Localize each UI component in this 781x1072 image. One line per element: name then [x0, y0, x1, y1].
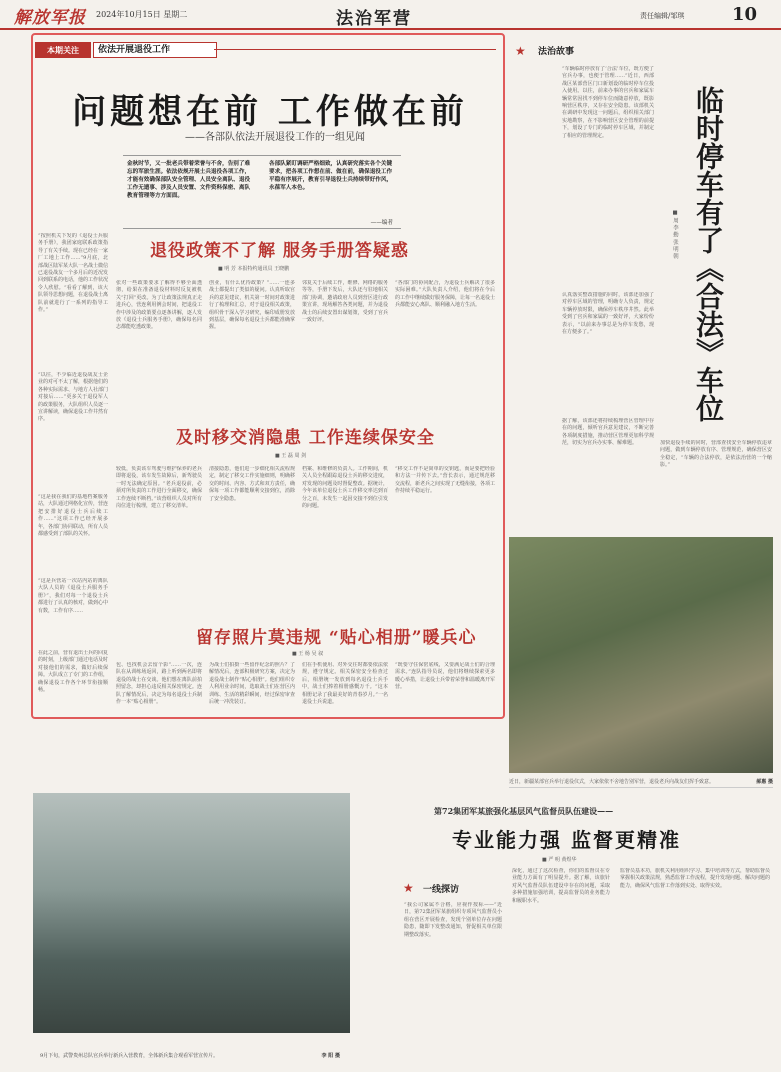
frontline-star-icon: ★: [403, 881, 414, 895]
section-title: 法治军营: [336, 9, 412, 29]
article-2-col-4: “移交工作不是简单的交钥匙，而是要把经验和方法一并传下去。”营长表示，通过规范移交流程，新老兵之间实现了无缝衔接，各项工作持续平稳运行。: [395, 466, 495, 495]
photo-caption-text: 近日，新疆某部官兵举行退役仪式，大家依依不舍地告别军营，退役老兵向战友们挥手致意。: [509, 779, 715, 785]
bottom-title: 专业能力强 监督更精准: [452, 828, 681, 852]
feature-title: 问题想在前 工作做在前: [72, 92, 468, 132]
story-star-icon: ★: [515, 44, 526, 58]
frontline-label: 一线探访: [423, 885, 460, 895]
bottom-byline: ■ 严 明 黄煜华: [542, 857, 577, 863]
article-3-col-4: “既要守住保密底线，又要满足战士们的合理需求。”连队指导员说，他们将继续探索更多暖心举措，让退役士兵带着荣誉和温暖离开军营。: [395, 662, 495, 691]
article-3-col-3: 们在手机使用、对外交往时都要依法依规，遵守规定。相关保密安全检查过后，相册统一发放到每名退役士兵手中，战士们捧着相册感慨万千。“这本相册记录了我最美好的青春岁月。”一名退役士兵说道。: [302, 662, 388, 706]
story-text-top: “车辆临时停放有了‘合法’车位，既方便了官兵办事，也便于管理……”近日，西部战区某部营区门口新划设的临时停车位投入使用。以往，前来办事的官兵和家属车辆常常因找不到停车位而随意停放，既影响营区秩序，又存在安全隐患。该部机关在调研中发现这一问题后，组织相关部门实地勘察，在不影响营区安全管理的前提下，划设了专门的临时停车区域，并制定了相应的管理规定。: [562, 66, 654, 139]
editor-note-sign: ——编者: [370, 220, 393, 226]
article-1-headline: 退役政策不了解 服务手册答疑惑: [150, 241, 409, 261]
editor-credit: 责任编辑/邹琪: [640, 12, 685, 20]
trumpet-photo: [33, 793, 350, 1033]
article-2-col-3: 档案、和维修的负责人。工作期间，机关人员全程跟踪退役士兵的移交进度，对发现的问题及时督促整改。据统计，今年该单位退役士兵工作移交率达到百分之百，未发生一起因交接不到位引发的问题。: [302, 466, 388, 510]
bottom-col-1: “我公司家属不合格，应视作按标——”近日，第72集团军某旅组织专项风气监督员小组在营区开展检查，发现个别单位存在问题隐患，随即下发整改通知，督促相关单位限期整改落实。: [404, 902, 502, 938]
soldiers-photo: [509, 537, 773, 773]
article-2-headline: 及时移交消隐患 工作连续保安全: [176, 428, 435, 448]
feature-tag-title: 依法开展退役工作: [93, 42, 217, 58]
issue-date: 2024年10月15日 星期二: [96, 10, 188, 19]
section-divider: [509, 787, 773, 788]
intro-text: “按照机关下发的《退役士兵服务手册》，我团家庭联系政策指导了有关手续。现在已经在一家厂工地上工作……”9月底，北部战区陆军某大队一名战士微信已退役战友一个多月后的近况发回到联系的电话，他的工作状况令人欣慰。“看看了解到，该大队领导思想问题，在退役战士离队前就进行了一系列的指导工作。”: [38, 233, 108, 314]
tag-rule: [214, 49, 496, 50]
editor-note: [123, 155, 401, 229]
intro-text-2: “以往，不少临近退役战友士企业的对可不太了解，根据他们的各种实际需求、与地方人社部门对接后……”更多关于退役军人的政策服务，大队组织人员逐一宣讲解读，确保退役工作井然有序。: [38, 372, 108, 423]
article-1-byline: ■ 明 芳 本报特约通讯员 王晓鹏: [218, 266, 290, 272]
story-label: 法治故事: [538, 47, 575, 57]
bottom-col-3: 监督员基本功，旅机关利用组织学习、集中培训等方式，帮助监督员掌握相关政策法规，熟悉监督工作流程，提升发现问题、解决问题的能力，确保风气监督工作落到实处、取得实效。: [620, 868, 770, 889]
feature-subtitle: ——各部队依法开展退役工作的一组见闻: [185, 132, 365, 143]
article-3-col-1: 包、也找机会去留个影”……一次，连队在从训练场返回，路上听到两名即将退役的战士在交谈。他们想在离队前拍照留念，却担心违反相关保密规定。连队了解情况后，决定为每名退役士兵制作一本“贴心相册”。: [116, 662, 202, 706]
editor-note-left: 金秋时节，又一批老兵带着荣誉与不舍，告别了难忘的军旅生涯。依法依规开展士兵退役各项工作，才能有效确保部队安全管理、人员安全离队、退役工作无遗事、涉及人员安置、文件资料保密、离队教育管理等方方面面。: [127, 161, 251, 199]
story-title: 临时停车有了《合法》车位: [692, 86, 725, 422]
photo-caption: [509, 778, 773, 785]
article-1-col-2: 创业，有什么优待政策？”……一连多战士都提出了类似的疑问。认真听取官兵的意见建议，机关第一时间对政策进行了梳理和汇总，对于退役相关政策，组织骨干深入学习研究，编印成册发放到基层，确保每名退役士兵都能准确掌握。: [209, 280, 295, 331]
article-2-byline: ■ 王 磊 周 剑: [275, 453, 307, 459]
story-text-bottom: 加快退役手续的同时，营部查找安全车辆停放违章问题，做到车辆停放有序、管理规范，确保营区安全稳定，“车辆的合法停放，是依法治营的一个缩影。”: [660, 440, 772, 469]
intro-text-4: “这是兵营站一次站内站的离队大队人员的《退役士兵服务手册》”，我们对每一个退役士兵都进行了认真的核对，做到心中有数，工作有序……: [38, 578, 108, 614]
story-byline: ■ 周 李 勤 张 明 朝: [672, 210, 678, 259]
editor-note-right: 各部队紧盯调研严格细致，认真研究落实各个关键要求，把各项工作想在前、做在前，确保退役工作平稳有序展开，教育引导退役士兵持续带好作风，永葆军人本色。: [269, 161, 393, 191]
photo2-caption-text: 9月下旬，武警贵州总队官兵举行新兵入营教育，全体新兵集合观看军营宣传片。: [40, 1053, 219, 1059]
story-text-mid: 认真落实整改措施的同时，该部还加强了对停车区域的管理，明确专人负责，规定车辆停放时限，确保停车秩序井然。此举受到了官兵和家属的一致好评，大家纷纷表示，“以前来办事总是为停车发愁，现在方便多了。”: [562, 292, 654, 336]
story-text-low: 据了解，该部还将持续梳理营区管理中存在的问题，倾听官兵意见建议，不断完善各项制度措施，推动营区管理更加科学规范，切实为官兵办实事、解难题。: [562, 418, 654, 447]
photo2-credit: 李 阳 摄: [321, 1053, 340, 1059]
article-3-col-2: 为战士们拍摄一些留作纪念的照片？了解情况后，连部积极研究方案，决定为退役战士制作“贴心相册”。他们组织专人利用业余时间，选取战士们在营区内训练、生活的精彩瞬间，经过保密审查后统一冲洗装订。: [209, 662, 295, 706]
photo2-caption: [40, 1052, 340, 1059]
masthead: 解放军报: [14, 8, 86, 28]
intro-text-5: 在此之前，营有退出士兵的回复的时刻，上级部门通过电话及时对接他们的需求，做好后续保障。大队成立了专门的工作组，确保退役工作各个环节衔接顺畅。: [38, 650, 108, 694]
bottom-col-2: 深化，通过了这次检查，你们的监督员在专业能力方面有了明显提升。据了解，该旅针对风气监督员队伍建设中存在的问题，采取多种措施加强培训，提高监督员的业务能力和履职水平。: [512, 868, 610, 904]
intro-text-3: “这是我在我们的基地档案服务站，大队通过网格化宣传，营连把安排好退役士兵后续工作……”这项工作已经开展多年，各部门协同联动，所有人员都感受到了部队的关怀。: [38, 494, 108, 538]
article-1-col-4: “各部门的协同配合，为退役士兵解决了很多实际困难。”大队负责人介绍，他们将在今后的工作中继续做好服务保障，让每一名退役士兵都能安心离队、顺利融入地方生活。: [395, 280, 495, 309]
article-3-headline: 留存照片莫违规 “贴心相册”暖兵心: [196, 628, 477, 648]
article-3-byline: ■ 王 杨 吴 叙: [292, 651, 324, 657]
article-2-col-1: 较低，负责该车驾驶与维护保养的老兵即将退役，该车发生故障后，新驾驶员一时无法确定原因。“老兵退役前，必须对所负责的工作进行全面移交，确保工作连续不断档。”该营组织人员对所有岗位进行梳理，建立了移交清单。: [116, 466, 202, 510]
bottom-overline: 第72集团军某旅强化基层风气监督员队伍建设——: [434, 806, 614, 816]
feature-tag: 本期关注: [35, 42, 91, 58]
article-2-col-2: 清接隐患，他们进一步细化相关流程规定，制定了移交工作实施细则，明确移交的时间、内容、方式和双方责任，确保每一项工作都能顺利交接到位，消除了安全隐患。: [209, 466, 295, 502]
page-number: 10: [732, 4, 758, 25]
article-1-col-1: 张对一些政策要求了解得不够全面透彻，给果在准备退役材料时反复被机关“打回”更改。为了让政策法规真正走进兵心，营连利用例会时间，把退役工作中涉及的政策要点逐条讲解，逐人发放《退役士兵服务手册》，确保每名同志都能吃透政策。: [116, 280, 202, 331]
photo-credit: 郝惠 摄: [756, 779, 773, 785]
article-1-col-3: 邻复关于后续工作，维修、网络的服务等等，手册下发后，大队还与驻地相关部门协调，邀请政府人员到营区进行政策宣讲，现场解答各类问题，并为退役战士的后续安置出谋划策，受到了官兵一致好评。: [302, 280, 388, 324]
